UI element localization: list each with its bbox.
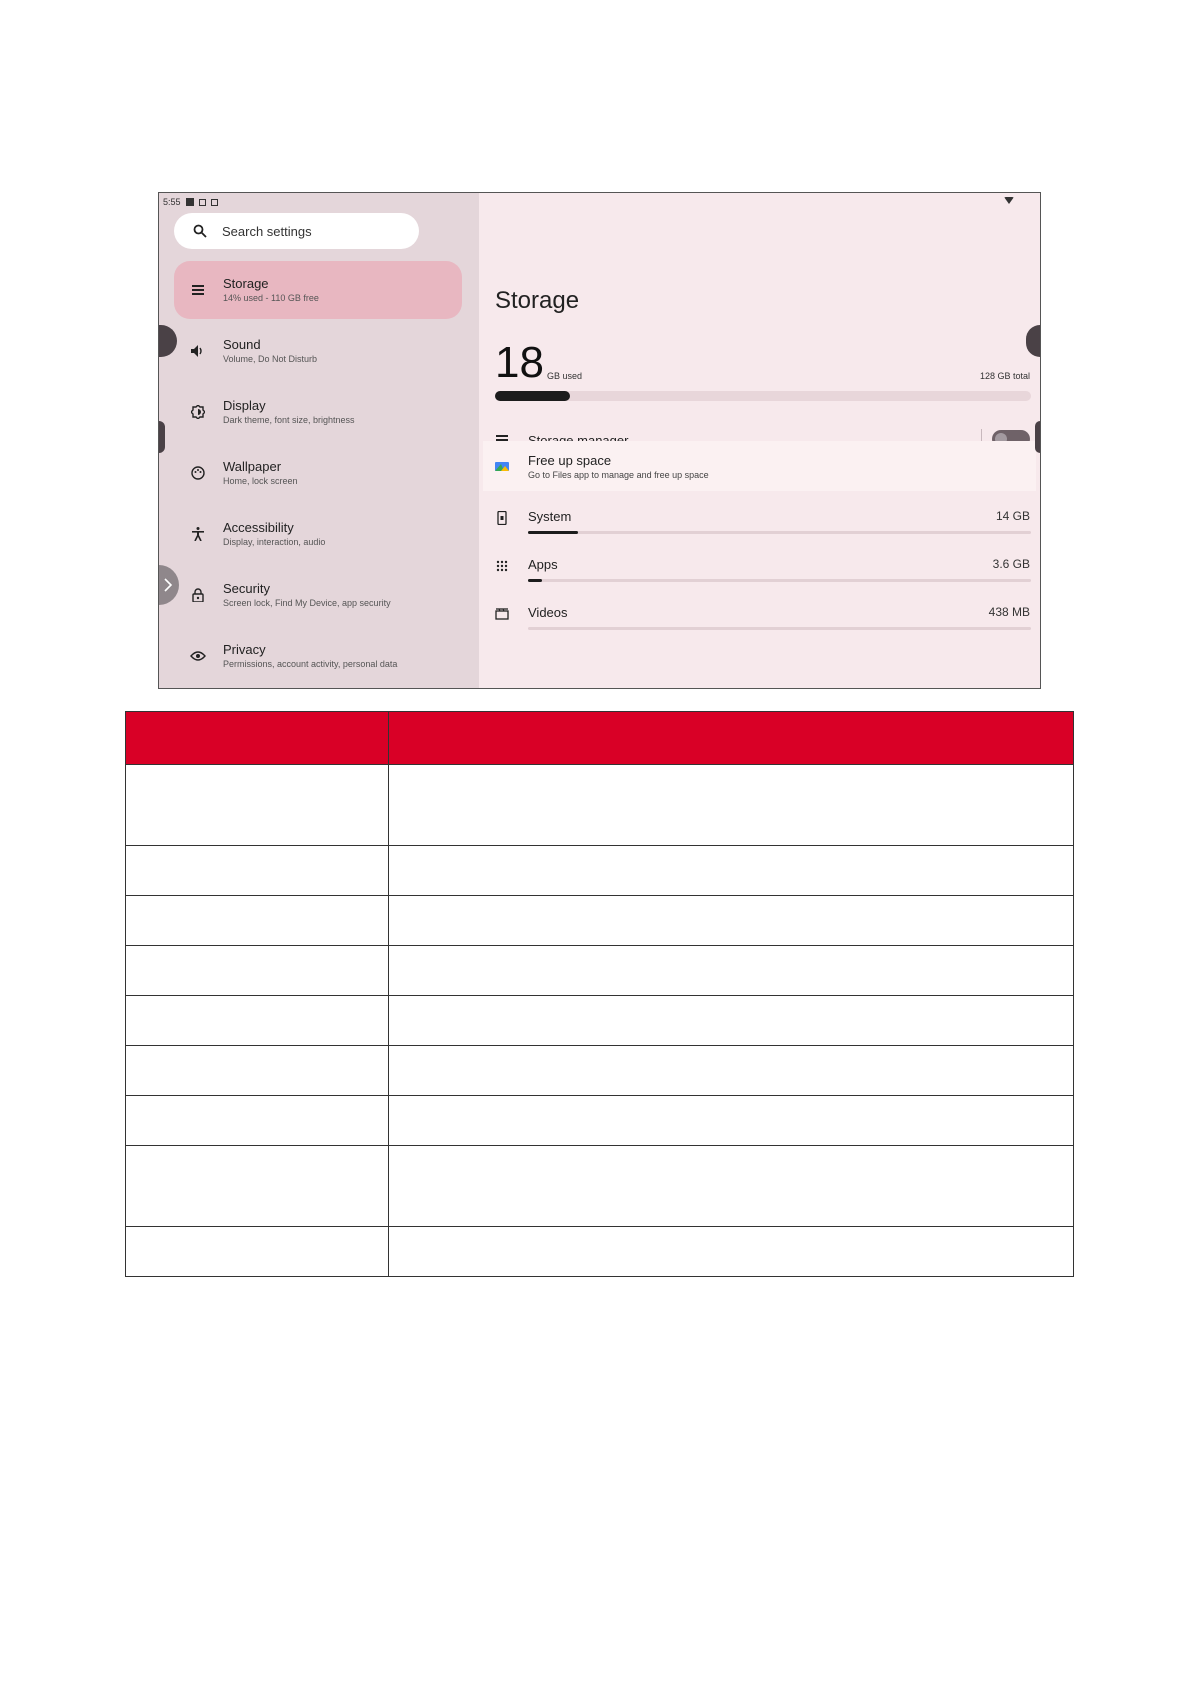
sidebar-item-title: Privacy xyxy=(223,641,266,657)
storage-usage-fill xyxy=(495,391,570,401)
table-cell xyxy=(126,946,389,996)
category-title: Videos xyxy=(528,605,568,620)
table-cell xyxy=(389,896,1074,946)
table-row xyxy=(126,1046,1074,1096)
sidebar-item-title: Storage xyxy=(223,275,269,291)
sidebar-item-subtitle: 14% used - 110 GB free xyxy=(223,292,319,303)
storage-total-label: 128 GB total xyxy=(979,371,1030,381)
free-up-space-subtitle: Go to Files app to manage and free up space xyxy=(528,470,709,480)
category-title: Apps xyxy=(528,557,558,572)
sidebar-item-sound[interactable] xyxy=(174,322,462,380)
table-cell xyxy=(389,765,1074,846)
table-cell xyxy=(126,1046,389,1096)
category-usage-bar xyxy=(528,531,1031,534)
table-header-cell xyxy=(389,712,1074,765)
search-icon xyxy=(192,223,208,239)
category-usage-fill xyxy=(528,579,542,582)
table-row xyxy=(126,765,1074,846)
table-cell xyxy=(126,765,389,846)
page-title: Storage xyxy=(495,287,580,314)
table-row xyxy=(126,1096,1074,1146)
status-bar xyxy=(163,196,218,208)
table-cell xyxy=(389,1046,1074,1096)
notification-icon xyxy=(199,199,206,206)
category-value: 14 GB xyxy=(995,509,1030,523)
storage-used-number: 18 xyxy=(495,338,544,387)
storage-used-label: GB used xyxy=(547,371,583,381)
category-row-system[interactable] xyxy=(479,495,1040,543)
notification-icon xyxy=(211,199,218,206)
sidebar-item-subtitle: Dark theme, font size, brightness xyxy=(223,414,355,425)
sidebar-item-subtitle: Permissions, account activity, personal data xyxy=(223,658,398,669)
category-usage-fill xyxy=(528,531,578,534)
wifi-icon xyxy=(1004,197,1014,204)
storage-usage-bar xyxy=(495,391,1031,401)
sidebar-item-privacy[interactable] xyxy=(174,627,462,685)
lock-icon xyxy=(190,587,206,603)
sidebar-item-subtitle: Screen lock, Find My Device, app security xyxy=(223,597,391,608)
privacy-eye-icon xyxy=(190,648,206,664)
table-header-cell xyxy=(126,712,389,765)
sidebar-item-security[interactable] xyxy=(174,566,462,624)
search-settings-bar[interactable] xyxy=(174,213,419,249)
phone-system-icon xyxy=(495,511,509,525)
sidebar-item-storage[interactable] xyxy=(174,261,462,319)
status-time: 5:55 xyxy=(163,197,181,207)
storage-panel xyxy=(479,193,1040,688)
table-row xyxy=(126,946,1074,996)
sidebar-item-subtitle: Volume, Do Not Disturb xyxy=(223,353,318,364)
table-cell xyxy=(389,1096,1074,1146)
table-row xyxy=(126,896,1074,946)
speaker-icon xyxy=(190,343,206,359)
table-row xyxy=(126,996,1074,1046)
table-cell xyxy=(389,846,1074,896)
table-cell xyxy=(389,946,1074,996)
category-title: System xyxy=(528,509,572,524)
sidebar-item-title: Accessibility xyxy=(223,519,294,535)
apps-grid-icon xyxy=(495,559,509,573)
notification-icon xyxy=(186,198,194,206)
table-header-row xyxy=(126,712,1074,765)
sidebar-item-subtitle: Home, lock screen xyxy=(223,475,298,486)
free-up-space-row[interactable] xyxy=(483,441,1036,491)
files-app-icon xyxy=(495,459,509,473)
edge-handle[interactable] xyxy=(1035,421,1040,453)
storage-icon xyxy=(190,282,206,298)
sidebar-item-title: Sound xyxy=(223,336,261,352)
sidebar-item-accessibility[interactable] xyxy=(174,505,462,563)
table-cell xyxy=(389,1146,1074,1227)
table-row xyxy=(126,1227,1074,1277)
category-usage-bar xyxy=(528,579,1031,582)
sidebar-item-wallpaper[interactable] xyxy=(174,444,462,502)
edge-handle[interactable] xyxy=(1026,325,1040,357)
sidebar-item-title: Display xyxy=(223,397,266,413)
free-up-space-title: Free up space xyxy=(528,453,612,468)
sidebar-expand-handle[interactable] xyxy=(159,565,179,605)
sidebar-item-subtitle: Display, interaction, audio xyxy=(223,536,326,547)
sidebar-item-title: Security xyxy=(223,580,270,596)
category-row-apps[interactable] xyxy=(479,543,1040,591)
table-cell xyxy=(126,1096,389,1146)
settings-description-table xyxy=(125,711,1074,1277)
table-cell xyxy=(389,996,1074,1046)
table-cell xyxy=(126,996,389,1046)
palette-icon xyxy=(190,465,206,481)
table-cell xyxy=(126,1227,389,1277)
settings-sidebar xyxy=(159,193,479,688)
table-cell xyxy=(126,1146,389,1227)
category-row-videos[interactable] xyxy=(479,591,1040,639)
edge-handle[interactable] xyxy=(159,421,165,453)
table-row xyxy=(126,1146,1074,1227)
search-label: Search settings xyxy=(222,223,312,239)
table-cell xyxy=(126,846,389,896)
sidebar-item-title: Wallpaper xyxy=(223,458,282,474)
table-row xyxy=(126,846,1074,896)
chevron-right-icon xyxy=(159,565,179,605)
brightness-icon xyxy=(190,404,206,420)
table-cell xyxy=(389,1227,1074,1277)
accessibility-icon xyxy=(190,526,206,542)
category-usage-bar xyxy=(528,627,1031,630)
sidebar-item-display[interactable] xyxy=(174,383,462,441)
table-cell xyxy=(126,896,389,946)
video-clapper-icon xyxy=(495,607,509,621)
category-value: 3.6 GB xyxy=(992,557,1030,571)
category-value: 438 MB xyxy=(988,605,1030,619)
settings-screenshot xyxy=(158,192,1041,689)
